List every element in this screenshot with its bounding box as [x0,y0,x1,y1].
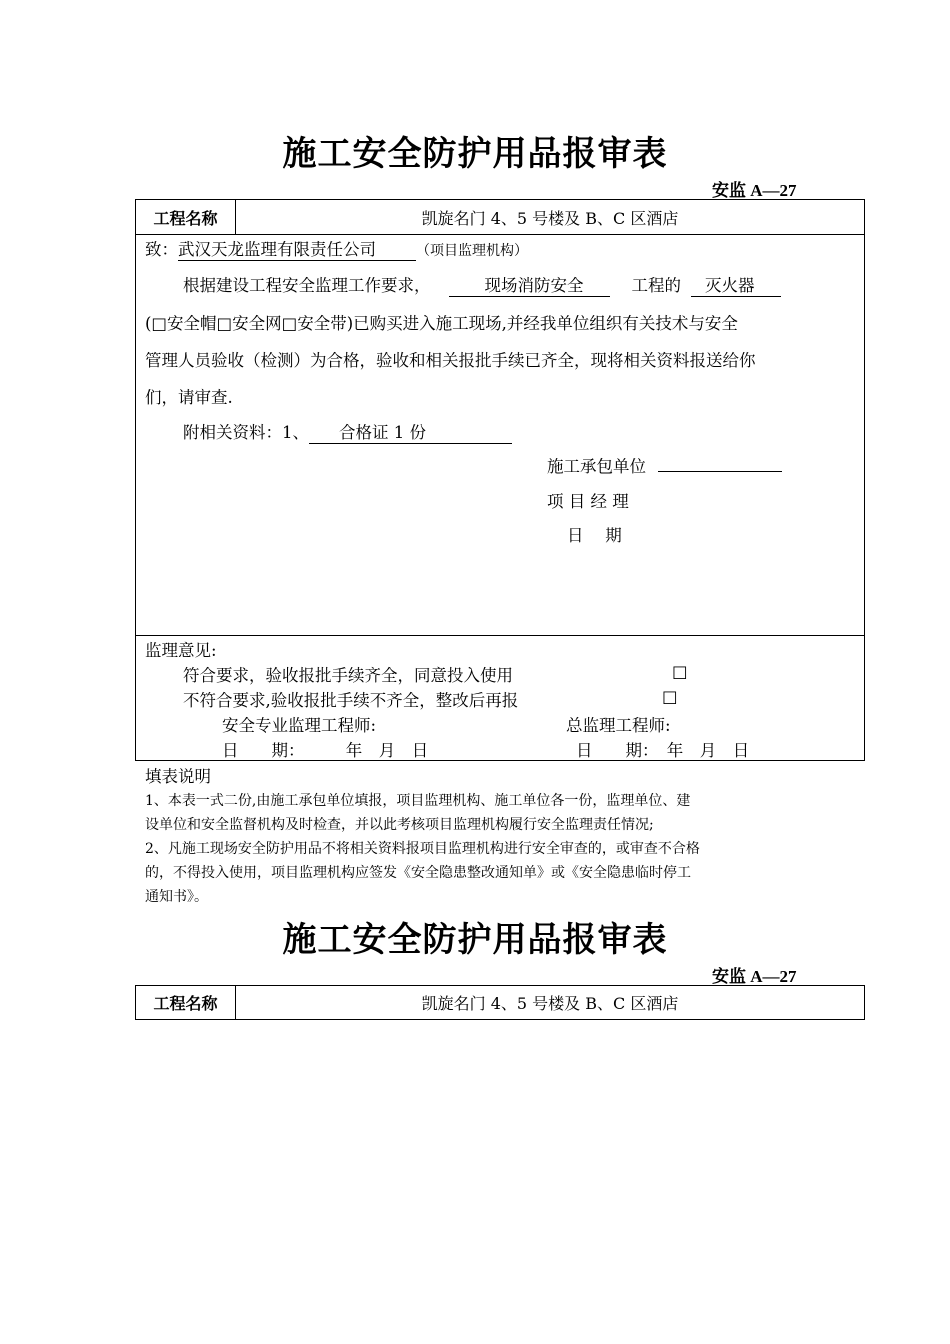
attachment-prefix: 附相关资料：1、 [183,423,309,442]
p1-text: 根据建设工程安全监理工作要求， [183,276,431,295]
opinion-reject: 不符合要求,验收报批手续不齐全，整改后再报 [183,691,519,710]
contractor-blank [658,455,782,472]
project-row [135,199,865,235]
project-label: 工程名称 [136,986,236,1019]
paragraph-line-4: 们，请审查. [145,388,233,407]
addressee-suffix: （项目监理机构） [416,243,528,259]
safety-engineer-date: 日 期： 年 月 日 [222,741,429,760]
addressee-line [145,236,528,261]
paragraph-line-1 [183,272,781,297]
p1-mid: 工程的 [631,276,681,295]
manager-label: 项 目 经 理 [547,492,629,511]
notes-line: 的，不得投入使用，项目监理机构应签发《安全隐患整改通知单》或《安全隐患临时停工 [145,865,691,881]
notes-line: 1、本表一式二份,由施工承包单位填报，项目监理机构、施工单位各一份，监理单位、建 [145,793,691,809]
form-title-second: 施工安全防护用品报审表 [282,920,668,960]
notes-heading: 填表说明 [145,767,211,786]
project-value: 凯旋名门 4、5 号楼及 B、C 区酒店 [421,994,679,1013]
project-row-second [135,985,865,1020]
chief-engineer-label: 总监理工程师: [566,716,671,735]
attachment-line [183,419,512,444]
form-code-second: 安监 A—27 [712,967,797,986]
paragraph-line-3: 管理人员验收（检测）为合格，验收和相关报批手续已齐全，现将相关资料报送给你 [145,351,756,370]
attachment-value: 合格证 1 份 [339,423,426,442]
form-title: 施工安全防护用品报审表 [282,134,668,174]
p1-item: 灭火器 [705,276,755,295]
approve-checkbox[interactable]: □ [672,662,688,681]
chief-engineer-date: 日 期： 年 月 日 [576,741,750,760]
project-label: 工程名称 [136,200,236,234]
paragraph-line-2: (□安全帽□安全网□安全带)已购买进入施工现场,并经我单位组织有关技术与安全 [145,314,738,333]
addressee-prefix: 致： [145,240,178,259]
date-label: 日 期 [567,526,622,545]
safety-engineer-label: 安全专业监理工程师: [222,716,377,735]
p1-project: 现场消防安全 [484,276,584,295]
form-code: 安监 A—27 [712,181,797,200]
notes-line: 通知书》。 [145,889,208,905]
opinion-approve: 符合要求，验收报批手续齐全，同意投入使用 [183,666,513,685]
contractor-line [547,453,782,477]
reject-checkbox[interactable]: □ [662,687,678,706]
notes-line: 设单位和安全监督机构及时检查，并以此考核项目监理机构履行安全监理责任情况; [145,817,654,833]
addressee-name: 武汉天龙监理有限责任公司 [178,240,376,259]
project-value: 凯旋名门 4、5 号楼及 B、C 区酒店 [421,208,679,228]
opinion-label: 监理意见: [145,641,217,660]
contractor-label: 施工承包单位 [547,457,646,476]
notes-line: 2、凡施工现场安全防护用品不将相关资料报项目监理机构进行安全审查的，或审查不合格 [145,841,700,857]
